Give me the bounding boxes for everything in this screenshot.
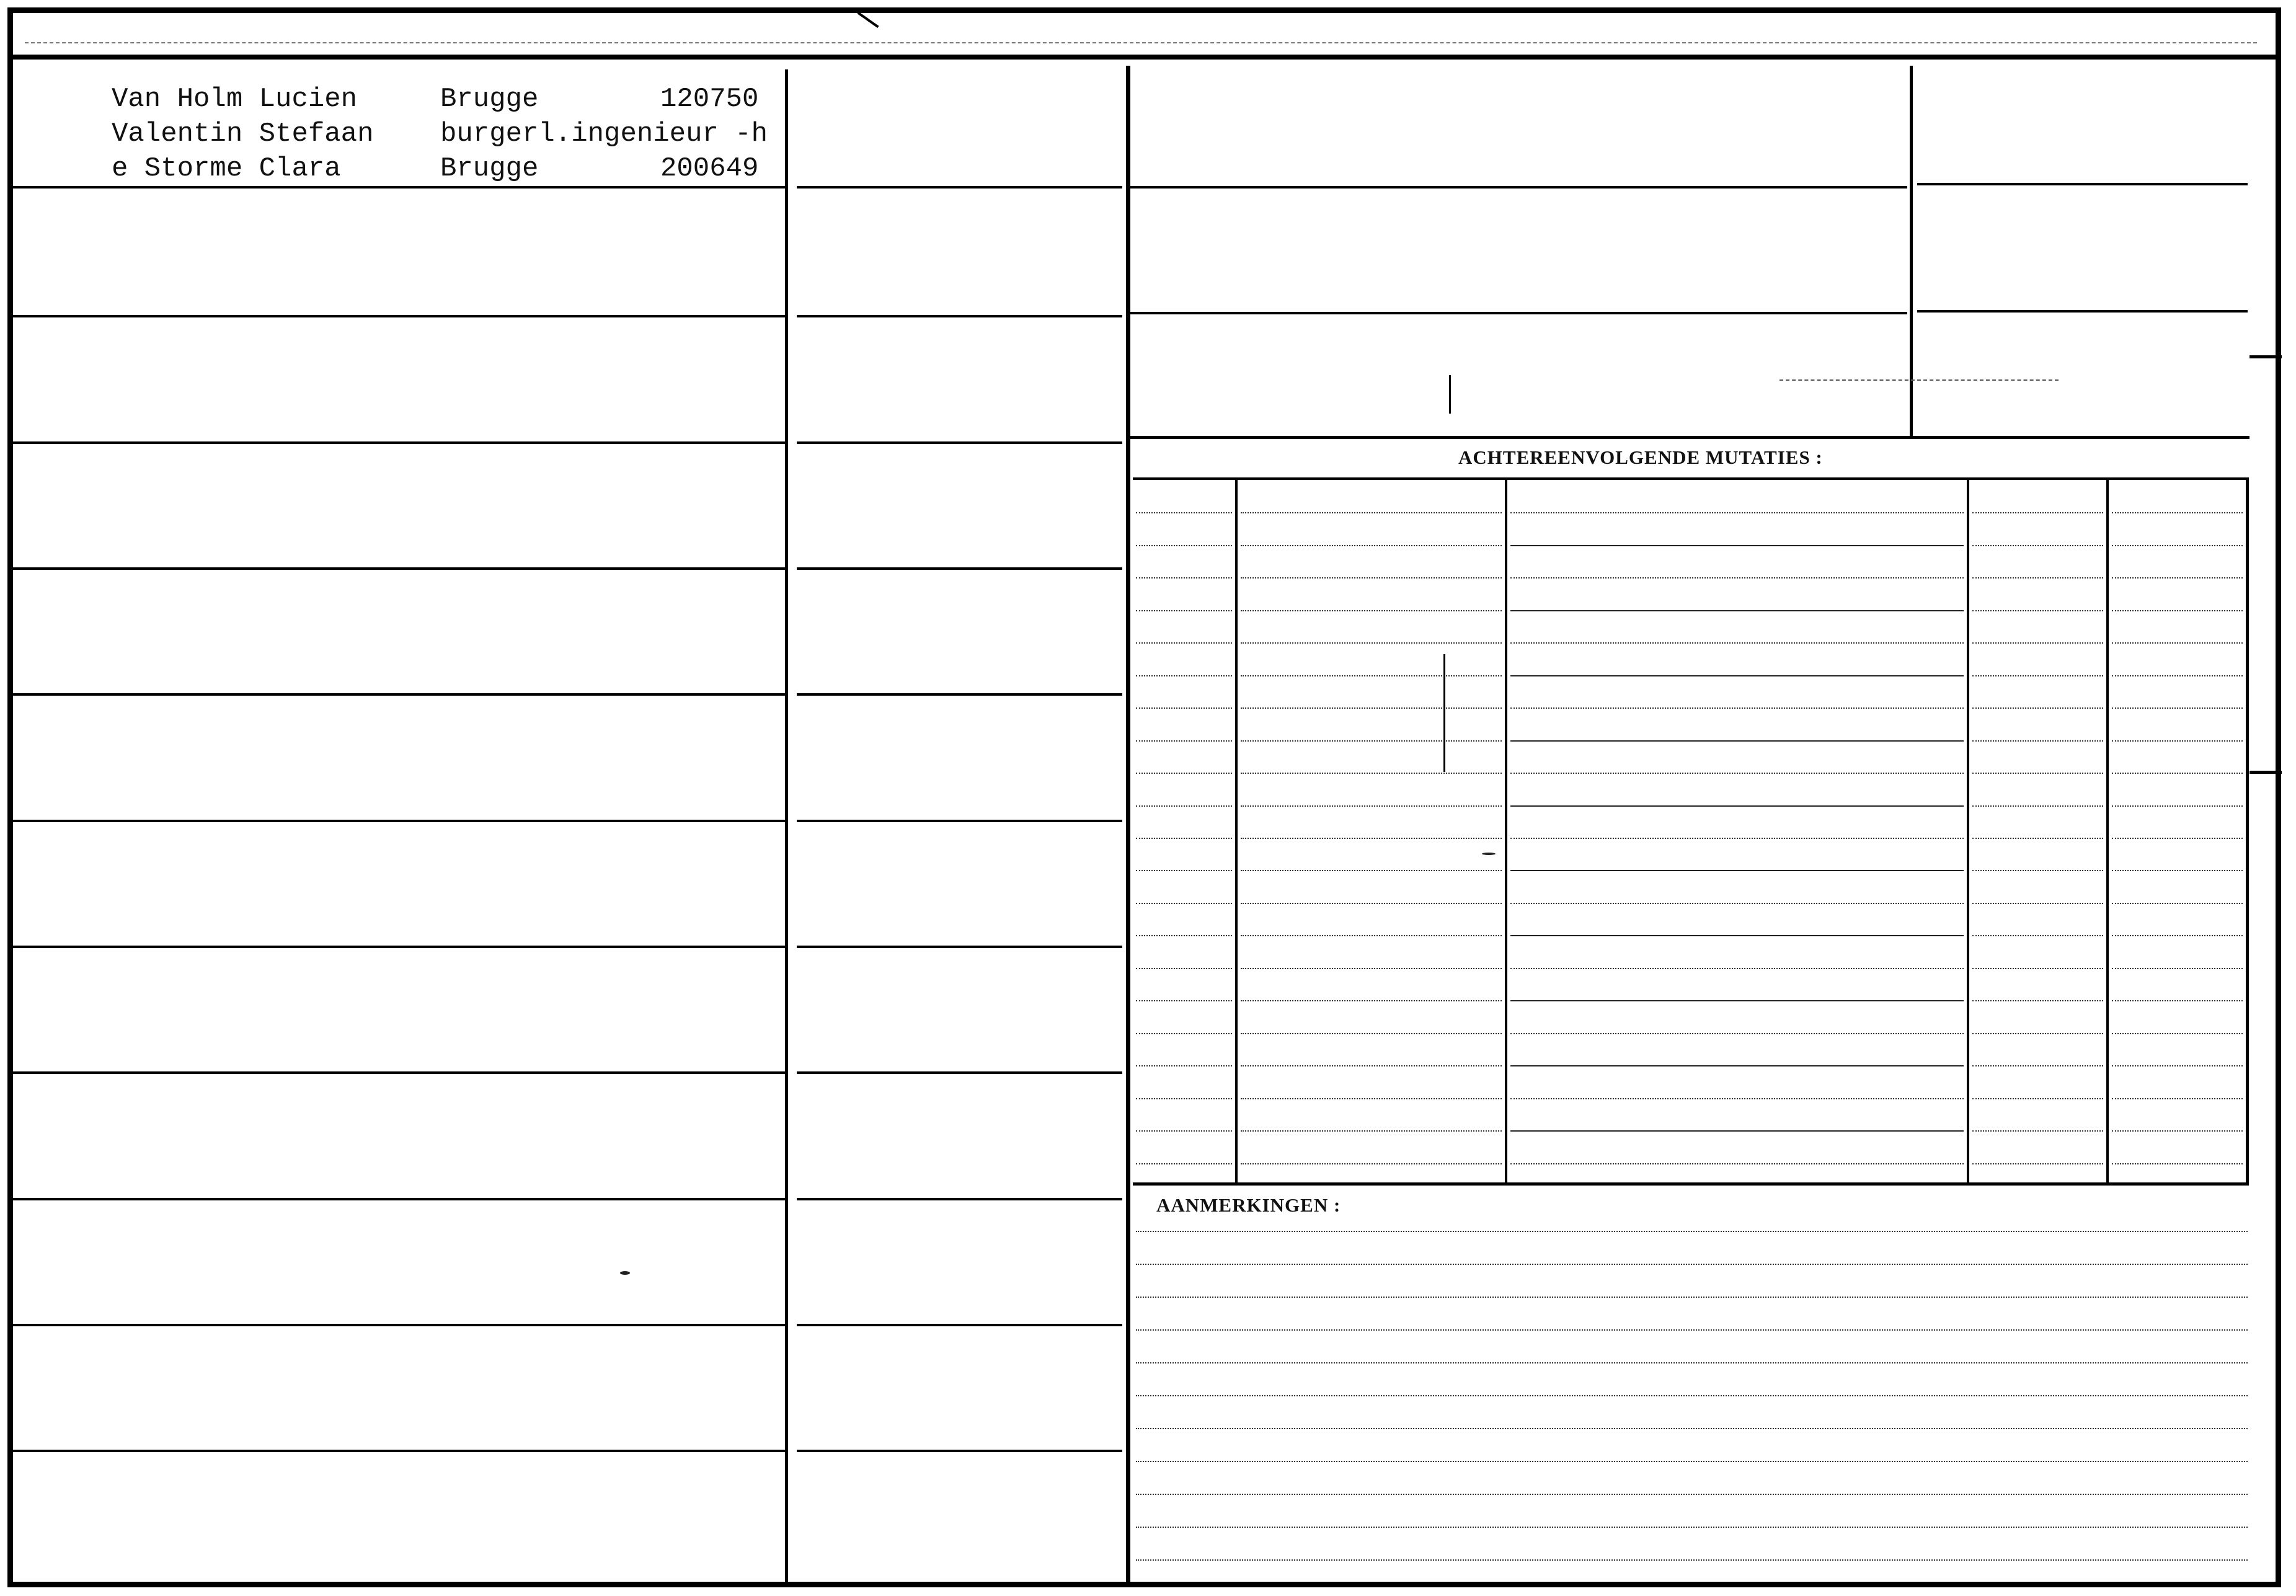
entry-name-2: Valentin Stefaan <box>112 118 374 149</box>
mutaties-row-line <box>2112 610 2243 611</box>
mutaties-row-line <box>1136 1130 1232 1132</box>
middle-row-rule <box>797 946 1122 948</box>
mutaties-row-line <box>1241 577 1502 579</box>
mutaties-row-line <box>2112 740 2243 742</box>
header-faint-rule <box>25 42 2257 43</box>
mutaties-row-line <box>1972 740 2103 742</box>
mutaties-row-rule <box>1510 675 1964 676</box>
mutaties-row-line <box>1510 1033 1964 1034</box>
mutaties-top-rule <box>1130 436 2249 439</box>
mutaties-row-line <box>2112 805 2243 807</box>
mutaties-row-line <box>1510 642 1964 644</box>
aanmerkingen-line <box>1136 1231 2248 1232</box>
mutaties-row-line <box>1241 610 1502 611</box>
mutaties-row-line <box>1972 577 2103 579</box>
left-row-rule <box>13 315 785 317</box>
mutaties-row-line <box>2112 642 2243 644</box>
mutaties-row-line <box>1136 838 1232 839</box>
column-divider-1 <box>785 69 788 1582</box>
mutaties-row-line <box>1972 870 2103 871</box>
entry-number-1: 120750 <box>660 84 759 115</box>
mutaties-row-line <box>1510 577 1964 579</box>
middle-row-rule <box>797 693 1122 696</box>
aanmerkingen-title: AANMERKINGEN : <box>1156 1194 1341 1216</box>
mutaties-table-right <box>2246 477 2249 1186</box>
mutaties-row-line <box>1972 675 2103 676</box>
mutaties-row-line <box>1241 1000 1502 1001</box>
mutaties-row-line <box>2112 935 2243 936</box>
mutaties-row-line <box>1136 773 1232 774</box>
aanmerkingen-line <box>1136 1329 2248 1331</box>
mutaties-title: ACHTEREENVOLGENDE MUTATIES : <box>1458 446 1823 468</box>
mutaties-row-line <box>1972 838 2103 839</box>
mutaties-row-rule <box>1510 545 1964 546</box>
mutaties-row-line <box>1241 935 1502 936</box>
mutaties-row-line <box>1241 903 1502 904</box>
middle-row-rule <box>797 1324 1122 1326</box>
mutaties-row-line <box>1510 773 1964 774</box>
mutaties-row-line <box>1510 1163 1964 1164</box>
scan-mark <box>1449 375 1451 414</box>
right-upper-rule-2 <box>1130 312 1907 314</box>
entry-place-2: burgerl.ingenieur -h <box>440 118 768 149</box>
mutaties-row-line <box>1241 642 1502 644</box>
mutaties-row-line <box>1136 968 1232 969</box>
entry-name-1: Van Holm Lucien <box>112 84 358 115</box>
mutaties-row-line <box>1136 1098 1232 1099</box>
mutaties-row-line <box>1136 577 1232 579</box>
scan-mark <box>1443 654 1445 772</box>
mutaties-row-line <box>2112 577 2243 579</box>
mutaties-row-line <box>1136 1000 1232 1001</box>
entry-place-1: Brugge <box>440 84 539 115</box>
mutaties-row-line <box>1972 1163 2103 1164</box>
mutaties-column-divider <box>2106 477 2109 1186</box>
right-edge-rule-1 <box>1917 183 2248 185</box>
mutaties-row-line <box>1972 1000 2103 1001</box>
mutaties-row-rule <box>1510 1130 1964 1132</box>
mutaties-row-line <box>1136 870 1232 871</box>
scan-speck <box>620 1271 630 1275</box>
mutaties-row-line <box>1241 675 1502 676</box>
aanmerkingen-line <box>1136 1362 2248 1363</box>
mutaties-row-line <box>1241 512 1502 513</box>
mutaties-row-line <box>1136 740 1232 742</box>
mutaties-row-line <box>1972 903 2103 904</box>
mutaties-row-line <box>2112 1098 2243 1099</box>
aanmerkingen-line <box>1136 1559 2248 1561</box>
mutaties-row-line <box>1241 1163 1502 1164</box>
mutaties-row-line <box>1136 1163 1232 1164</box>
mutaties-row-line <box>1241 1065 1502 1066</box>
mutaties-row-line <box>1241 870 1502 871</box>
mutaties-table-top <box>1133 477 2249 480</box>
mutaties-row-line <box>1136 1065 1232 1066</box>
middle-row-rule <box>797 567 1122 570</box>
mutaties-row-line <box>1510 512 1964 513</box>
mutaties-row-line <box>1972 610 2103 611</box>
mutaties-row-line <box>1136 675 1232 676</box>
mutaties-row-rule <box>1510 1065 1964 1066</box>
mutaties-row-rule <box>1510 610 1964 611</box>
entry-place-3: Brugge <box>440 153 539 184</box>
mutaties-row-line <box>2112 1033 2243 1034</box>
mutaties-row-line <box>2112 512 2243 513</box>
right-edge-rule-2 <box>1917 310 2248 313</box>
mutaties-row-line <box>1972 773 2103 774</box>
mutaties-row-line <box>2112 1065 2243 1066</box>
left-row-rule <box>13 186 785 188</box>
mutaties-row-line <box>1510 707 1964 709</box>
aanmerkingen-line <box>1136 1527 2248 1528</box>
middle-row-rule <box>797 1198 1122 1200</box>
middle-row-rule <box>797 1450 1122 1452</box>
mutaties-row-line <box>1972 968 2103 969</box>
mutaties-row-line <box>2112 1130 2243 1132</box>
middle-row-rule <box>797 820 1122 822</box>
column-divider-2 <box>1126 66 1130 1582</box>
mutaties-row-line <box>1972 935 2103 936</box>
left-row-rule <box>13 1071 785 1074</box>
mutaties-row-line <box>2112 968 2243 969</box>
mutaties-row-line <box>1972 1098 2103 1099</box>
mutaties-row-line <box>1972 707 2103 709</box>
left-row-rule <box>13 693 785 696</box>
middle-row-rule <box>797 441 1122 444</box>
mutaties-row-line <box>1972 805 2103 807</box>
mutaties-row-line <box>1136 707 1232 709</box>
mutaties-row-line <box>1241 1130 1502 1132</box>
mutaties-row-line <box>1136 512 1232 513</box>
right-edge-dotted <box>1780 379 2059 381</box>
mutaties-row-line <box>1972 512 2103 513</box>
column-divider-3 <box>1910 66 1913 438</box>
mutaties-row-line <box>1241 968 1502 969</box>
mutaties-row-line <box>2112 773 2243 774</box>
mutaties-row-line <box>1136 1033 1232 1034</box>
mutaties-row-line <box>1510 838 1964 839</box>
mutaties-row-line <box>1136 903 1232 904</box>
mutaties-row-line <box>1241 707 1502 709</box>
mutaties-row-line <box>1972 545 2103 546</box>
mutaties-column-divider <box>1967 477 1969 1186</box>
middle-row-rule <box>797 315 1122 317</box>
entry-number-3: 200649 <box>660 153 759 184</box>
mutaties-row-line <box>1136 935 1232 936</box>
mutaties-row-line <box>1241 740 1502 742</box>
mutaties-row-line <box>1136 545 1232 546</box>
middle-row-rule <box>797 186 1122 188</box>
mutaties-row-line <box>2112 870 2243 871</box>
mutaties-row-line <box>2112 1163 2243 1164</box>
mutaties-row-rule <box>1510 740 1964 742</box>
entry-name-3: e Storme Clara <box>112 153 341 184</box>
aanmerkingen-line <box>1136 1264 2248 1265</box>
left-row-rule <box>13 1450 785 1452</box>
mutaties-column-divider <box>1235 477 1238 1186</box>
aanmerkingen-line <box>1136 1494 2248 1495</box>
middle-row-rule <box>797 1071 1122 1074</box>
mutaties-row-line <box>1241 1033 1502 1034</box>
aanmerkingen-line <box>1136 1461 2248 1462</box>
mutaties-row-rule <box>1510 870 1964 871</box>
mutaties-column-divider <box>1505 477 1507 1186</box>
mutaties-row-line <box>1241 805 1502 807</box>
mutaties-row-line <box>1972 642 2103 644</box>
mutaties-row-line <box>1972 1130 2103 1132</box>
mutaties-table-bottom <box>1133 1182 2249 1186</box>
mutaties-row-rule <box>1510 805 1964 807</box>
left-row-rule <box>13 567 785 570</box>
aanmerkingen-line <box>1136 1395 2248 1396</box>
left-row-rule <box>13 820 785 822</box>
right-margin-tick-1 <box>2249 355 2282 358</box>
mutaties-row-line <box>1510 903 1964 904</box>
mutaties-row-line <box>1972 1033 2103 1034</box>
mutaties-row-line <box>1136 642 1232 644</box>
mutaties-row-line <box>1510 968 1964 969</box>
mutaties-row-line <box>1241 545 1502 546</box>
mutaties-row-line <box>1136 610 1232 611</box>
mutaties-row-line <box>1241 838 1502 839</box>
mutaties-row-line <box>1510 1098 1964 1099</box>
mutaties-row-line <box>1972 1065 2103 1066</box>
left-row-rule <box>13 1324 785 1326</box>
mutaties-table <box>1133 477 2249 1186</box>
mutaties-row-line <box>2112 838 2243 839</box>
right-margin-tick-2 <box>2249 771 2282 774</box>
scan-speck <box>1482 853 1496 855</box>
mutaties-row-line <box>2112 545 2243 546</box>
mutaties-row-line <box>2112 707 2243 709</box>
aanmerkingen-line <box>1136 1297 2248 1298</box>
mutaties-row-line <box>1241 1098 1502 1099</box>
mutaties-row-line <box>2112 675 2243 676</box>
mutaties-row-line <box>1136 805 1232 807</box>
aanmerkingen-line <box>1136 1428 2248 1429</box>
mutaties-row-line <box>2112 1000 2243 1001</box>
header-rule <box>13 55 2281 60</box>
left-row-rule <box>13 946 785 948</box>
mutaties-row-rule <box>1510 935 1964 936</box>
mutaties-row-rule <box>1510 1000 1964 1001</box>
mutaties-row-line <box>2112 903 2243 904</box>
mutaties-row-line <box>1241 773 1502 774</box>
left-row-rule <box>13 1198 785 1200</box>
right-upper-rule-1 <box>1130 186 1907 188</box>
left-row-rule <box>13 441 785 444</box>
